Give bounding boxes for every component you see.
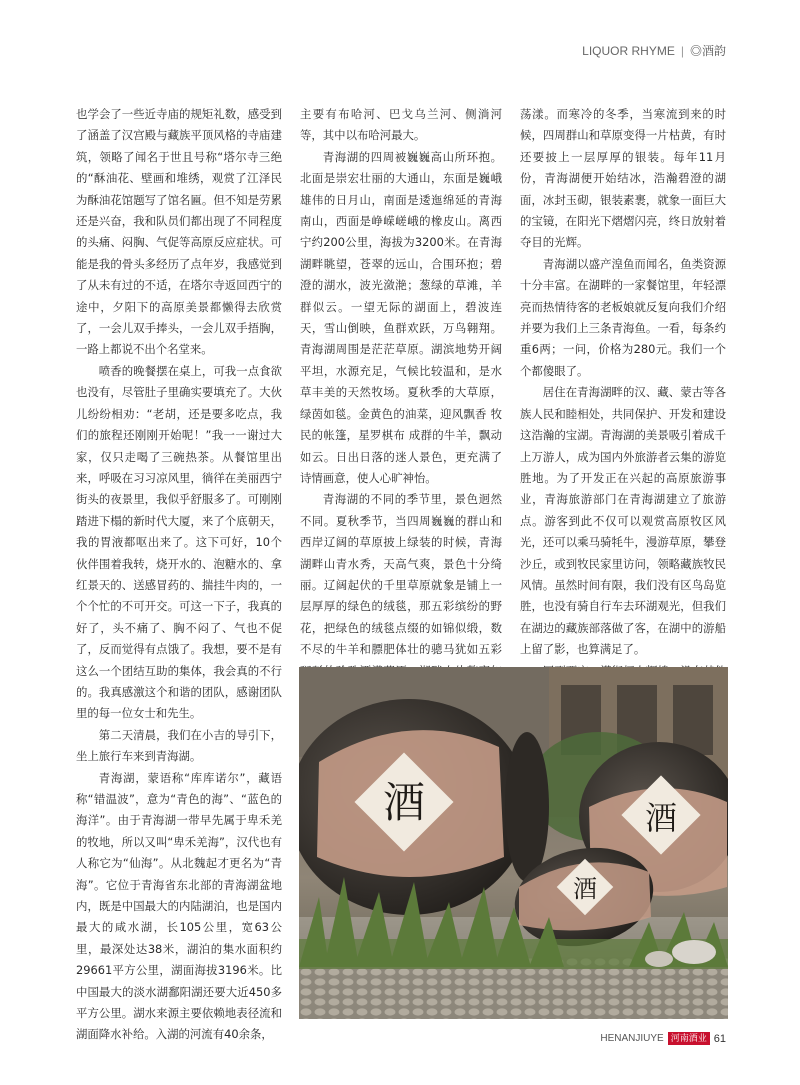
magazine-badge: 河南酒业: [668, 1032, 710, 1045]
paragraph: 也学会了一些近寺庙的规矩礼数，感受到了涵盖了汉宫殿与藏族平顶风格的寺庙建筑，领略了闻名于世且号称“塔尔寺三绝的“酥油花、壁画和堆绣，观赏了江泽民为酥油花馆题写了馆名匾。但不知是劳累还是兴奋，我和队员们都出现了不同程度的头痛、闷胸、气促等高原反应症状。可能是我的骨头多经历了点年岁，我感觉到了从未有过的不适，在塔尔寺返回西宁的途中，夕阳下的高原美景都懒得去欣赏了，一会儿双手捧头，一会儿双手捂胸，一路上都说不出个名堂来。: [76, 107, 282, 357]
paragraph: 喷香的晚餐摆在桌上，可我一点食欲也没有，尽管肚子里确实要填充了。大伙儿纷纷相劝：“老胡，还是要多吃点，我们的旅程还刚刚开始呢！”我一一谢过大家，仅只走喝了三碗热茶。从餐馆里出来，呼吸在习习凉风里，徜徉在美丽西宁街头的夜景里，我似乎舒服多了。可刚刚踏进下榻的新时代大厦，来了个底朝天，我的胃液都呕出来了。这下可好，10个伙伴围着我转，烧开水的、泡糖水的、拿红景天的、送感冒药的、揣挂牛肉的，一个个忙的不可开交。可这一下子，我真的好了，头不痛了、胸不闷了、气也不促了，反而觉得有点饿了。我想，要不是有这么一个团结互助的集体，我会真的不行的。我真感激这个和谐的团队，感谢团队里的每一位女士和先生。: [76, 363, 282, 721]
large-jar-label: 酒: [382, 778, 426, 827]
magazine-name: HENANJIUYE: [600, 1033, 664, 1044]
article-column-3: [520, 104, 726, 684]
paragraph: 主要有布哈河、巴戈乌兰河、侧淌河等，其中以布哈河最大。: [300, 107, 502, 143]
paragraph: 青海湖以盛产湟鱼而闻名，鱼类资源十分丰富。在湖畔的一家餐馆里，年轻漂亮而热情待客的老板娘就反复向我们介绍并要为我们上三条青海鱼。一看，每条约重6两；一问，价格为280元。我们一个个都傻眼了。: [520, 256, 726, 378]
running-header: [582, 42, 726, 59]
right-jar-label: 酒: [644, 799, 678, 837]
paragraph: 青海湖的不同的季节里，景色迥然不同。夏秋季节，当四周巍巍的群山和西岸辽阔的草原披上绿装的时候，青海湖畔山青水秀，天高气爽，景色十分绮丽。辽阔起伏的千里草原就象是铺上一层厚厚的绿色的绒毯，那五彩缤纷的野花，把绿色的绒毯点缀的如锦似缎，数不尽的牛羊和膘肥体壮的骢马犹如五彩: [300, 492, 502, 657]
wine-jars-photo: [299, 667, 728, 1019]
small-jar-label: 酒: [573, 875, 597, 903]
header-separator: |: [680, 43, 684, 58]
paragraph: 荡漾。而寒冷的冬季，当寒流到来的时候，四周群山和草原变得一片枯黄，有时还要披上一层厚厚的银装。每年11月份，青海湖便开始结冰，浩瀚碧澄的湖面，冰封玉砌，银装素裹，就象一面巨大的宝镜，在阳光下熠熠闪亮，终日放射着夺目的光辉。: [520, 107, 726, 250]
paragraph: 居住在青海湖畔的汉、藏、蒙古等各族人民和睦相处，共同保护、开发和建设这浩瀚的宝湖。青海湖的美景吸引着成千上万游人，成为国内外旅游者云集的游览胜地。为了开发正在兴起的高原旅游事业，青海旅游部门在青海湖建立了旅游点。游客到此不仅可以观赏高原牧区风光，还可以乘马骑牦牛，漫游草原，攀登沙丘，或到牧民家里访问，领略藏族牧民风情。虽然时间有限，我们没有区鸟岛览胜，也没有骑自行车去环湖观光，但我们在湖边的藏族部落做了客，在湖中的游船上留了影，也算满足了。: [520, 385, 726, 657]
article-column-2: [300, 104, 502, 684]
section-title-cn: ◎酒韵: [689, 44, 726, 58]
section-title-en: LIQUOR RHYME: [582, 43, 675, 58]
paragraph: 青海湖，蒙语称“库库诺尔”，藏语称“错温波”，意为“青色的海”、“蓝色的海洋”。由于青海湖一带早先属于卑禾羌的牧地，所以又叫“卑禾羌海”，汉代也有人称它为“仙海”。从北魏起才更名为“青海”。它位于青海省东北部的青海湖盆地内，既是中国最大的内陆湖泊，也是国内最大的咸水湖，长105公里，宽63公里，最深处达38米，湖泊的集水面积约29661平方公里，湖面海拔3196米。比中国最大的淡水湖鄱阳湖还要大近450多平方公里。湖水来源主要依赖地表径流和湖面降水补给。入湖的河流有40余条，: [76, 770, 282, 1042]
paragraph: 青海湖的四周被巍巍高山所环抱。北面是崇宏壮丽的大通山，东面是巍峨雄伟的日月山，南面是逶迤绵延的青海南山，西面是峥嵘嵯峨的橡皮山。离西宁约200公里，海拔为3200米。在青海湖畔眺望，苍翠的远山，合围环抱；碧澄的湖水，波光潋滟；葱绿的草滩，羊群似云。一望无际的湖面上，碧波连天，雪山倒映，鱼群欢跃，万鸟翱翔。青海湖周围是茫茫草原。湖滨地势开阔平坦，水源充足，气候比较温和，是水草丰美的天然牧场。夏秋季的大草原，绿茵如毯。金黄色的油菜，迎风飘香 牧民的帐篷，星罗棋布 成群的牛羊，飘动如云。日出日落的迷人景色，更充满了诗情画意，使人心旷神怡。: [300, 149, 502, 485]
page-number: 61: [713, 1032, 726, 1045]
paragraph: 第二天清晨，我们在小吉的导引下，坐上旅行车来到青海湖。: [76, 727, 282, 764]
wine-jars-illustration: [299, 667, 728, 1019]
page-footer: [600, 1032, 726, 1045]
article-column-1: [76, 104, 282, 1044]
